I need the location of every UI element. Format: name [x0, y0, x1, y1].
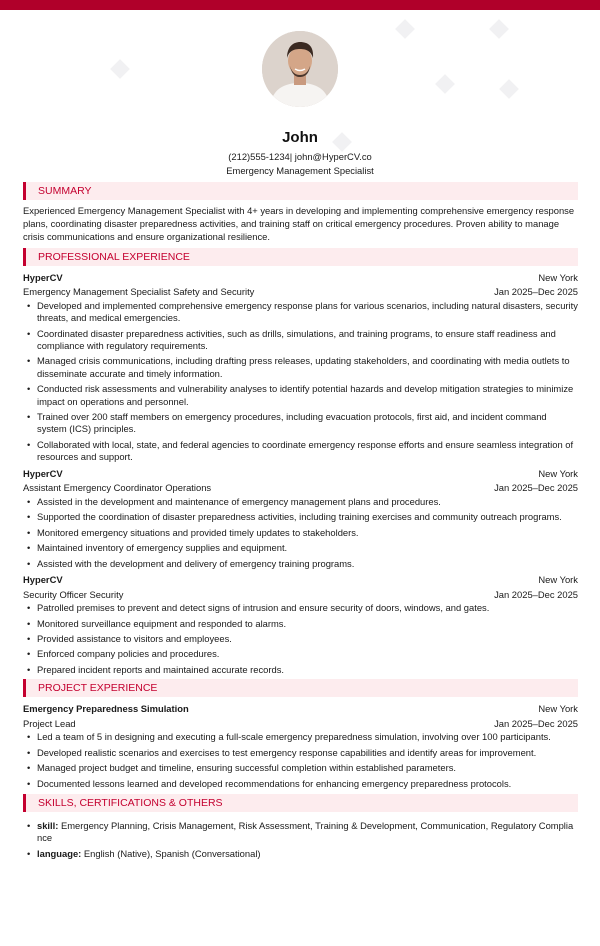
resume-content — [23, 182, 578, 863]
decorative-diamond — [395, 19, 415, 39]
top-accent-bar — [0, 0, 600, 10]
language-value: English (Native), Spanish (Conversational) — [83, 847, 261, 859]
decorative-diamond — [489, 19, 509, 39]
list-item: • Assisted with the development and delivery of emergency training programs. — [23, 558, 578, 570]
project-role: Project Lead — [23, 717, 76, 729]
job-location: New York — [538, 271, 578, 283]
list-item: • Monitored surveillance equipment and responded to alarms. — [23, 618, 578, 630]
contact-info: (212)555-1234| john@HyperCV.co — [228, 151, 372, 162]
job-bullets — [23, 300, 578, 464]
decorative-diamond — [435, 74, 455, 94]
experience-section-title: PROFESSIONAL EXPERIENCE — [23, 248, 578, 266]
job-role: Assistant Emergency Coordinator Operations — [23, 482, 212, 494]
job-company: HyperCV — [23, 574, 63, 586]
project-location: New York — [538, 703, 578, 715]
projects-section-title: PROJECT EXPERIENCE — [23, 679, 578, 697]
skill-item — [23, 820, 578, 845]
job-entry — [23, 271, 578, 464]
list-item: • Prepared incident reports and maintained accurate records. — [23, 664, 578, 676]
list-item: • Collaborated with local, state, and federal agencies to coordinate emergency response efforts and ensure seamless integration of resources and support. — [23, 439, 578, 464]
project-name: Emergency Preparedness Simulation — [23, 703, 189, 715]
list-item: • Maintained inventory of emergency supplies and equipment. — [23, 542, 578, 554]
list-item: • Monitored emergency situations and provided timely updates to stakeholders. — [23, 527, 578, 539]
list-item: • Led a team of 5 in designing and executing a full-scale emergency preparedness simulation, involving over 100 participants. — [23, 731, 578, 743]
candidate-name: John — [282, 129, 318, 146]
list-item: • Developed realistic scenarios and exercises to test emergency response capabilities and identify areas for improvement. — [23, 747, 578, 759]
skill-label: skill: — [37, 820, 59, 832]
job-role: Emergency Management Specialist Safety and Security — [23, 286, 255, 298]
list-item: • Patrolled premises to prevent and detect signs of intrusion and ensure security of doors, windows, and gates. — [23, 602, 578, 614]
candidate-headline: Emergency Management Specialist — [226, 165, 374, 176]
list-item: • Provided assistance to visitors and employees. — [23, 633, 578, 645]
list-item: • Coordinated disaster preparedness activities, such as drills, simulations, and training programs, to ensure staff readiness and compliance with regulatory requirements. — [23, 328, 578, 353]
job-company: HyperCV — [23, 467, 63, 479]
job-dates: Jan 2025–Dec 2025 — [494, 482, 578, 494]
profile-photo — [262, 31, 338, 107]
job-bullets — [23, 602, 578, 676]
project-bullets — [23, 731, 578, 790]
job-entry — [23, 467, 578, 570]
project-entry — [23, 702, 578, 790]
project-dates: Jan 2025–Dec 2025 — [494, 717, 578, 729]
summary-text: Experienced Emergency Management Specialist with 4+ years in developing and implementing comprehensive emergency response plans, coordinating disaster preparedness activities, and training staff on critical emergency procedures. Proven ability to manage crisis communications and ensure organizational resilience. — [23, 205, 575, 242]
job-location: New York — [538, 574, 578, 586]
job-entry — [23, 573, 578, 676]
decorative-diamond — [110, 59, 130, 79]
job-dates: Jan 2025–Dec 2025 — [494, 286, 578, 298]
job-role: Security Officer Security — [23, 588, 124, 600]
list-item: • Developed and implemented comprehensive emergency response plans for various scenarios, including natural disasters, security threats, and medical emergencies. — [23, 300, 578, 325]
profile-avatar-icon — [262, 31, 338, 107]
summary-section-title: SUMMARY — [23, 182, 578, 200]
list-item: • Assisted in the development and maintenance of emergency management plans and procedures. — [23, 496, 578, 508]
list-item: • Supported the coordination of disaster preparedness activities, including training exercises and community outreach programs. — [23, 511, 578, 523]
skills-section-title: SKILLS, CERTIFICATIONS & OTHERS — [23, 794, 578, 812]
skills-list — [23, 820, 578, 860]
language-item — [23, 848, 578, 860]
list-item: • Trained over 200 staff members on emergency procedures, including evacuation protocols, first aid, and incident command system (ICS) principles. — [23, 411, 578, 436]
list-item: • Enforced company policies and procedures. — [23, 648, 578, 660]
job-company: HyperCV — [23, 271, 63, 283]
job-location: New York — [538, 467, 578, 479]
job-bullets — [23, 496, 578, 570]
list-item: • Documented lessons learned and developed recommendations for enhancing emergency preparedness protocols. — [23, 778, 578, 790]
list-item: • Conducted risk assessments and vulnerability analyses to identify potential hazards and develop mitigation strategies to minimize impact on operations and personnel. — [23, 383, 578, 408]
list-item: • Managed crisis communications, including drafting press releases, updating stakeholders, and coordinating with media outlets to disseminate accurate and timely information. — [23, 355, 578, 380]
skill-value: Emergency Planning, Crisis Management, Risk Assessment, Training & Development, Communication, Regulatory Complia nce — [37, 820, 574, 844]
job-dates: Jan 2025–Dec 2025 — [494, 588, 578, 600]
language-label: language: — [37, 847, 82, 859]
decorative-diamond — [499, 79, 519, 99]
list-item: • Managed project budget and timeline, ensuring successful completion within established parameters. — [23, 762, 578, 774]
